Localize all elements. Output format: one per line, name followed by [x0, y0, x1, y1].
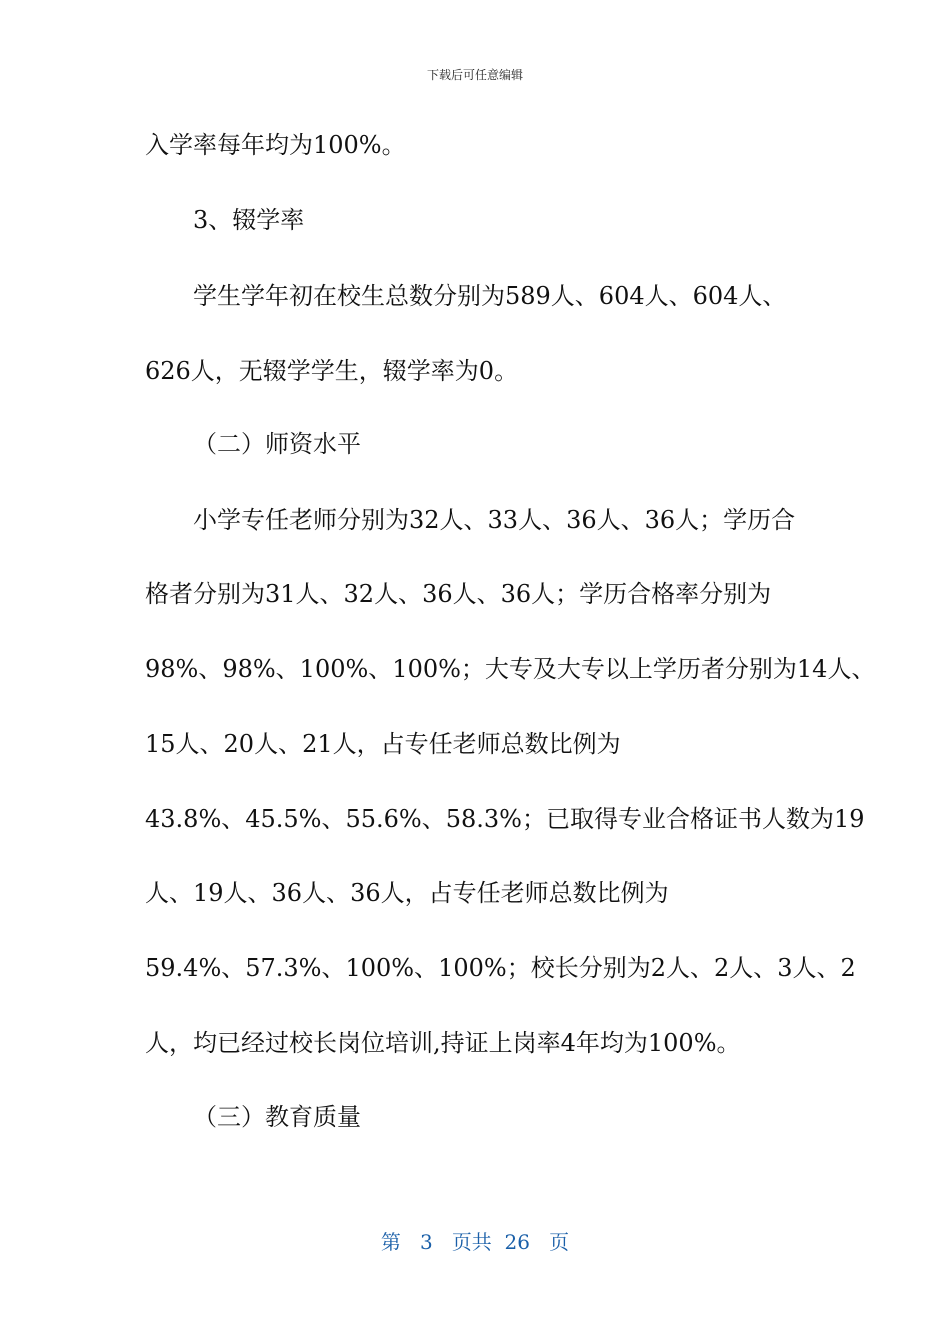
body-line-9: 15人、20人、21人，占专任老师总数比例为	[145, 730, 621, 758]
footer-page-total: 26	[504, 1230, 530, 1254]
footer-page-number: 3	[420, 1230, 433, 1254]
footer-prefix: 第	[380, 1230, 401, 1254]
body-line-10: 43.8%、45.5%、55.6%、58.3%；已取得专业合格证书人数为19	[145, 805, 865, 833]
body-line-7: 格者分别为31人、32人、36人、36人；学历合格率分别为	[145, 580, 772, 608]
body-line-13: 人，均已经过校长岗位培训,持证上岗率4年均为100%。	[145, 1029, 741, 1057]
body-line-1: 入学率每年均为100%。	[145, 131, 406, 159]
body-line-11: 人、19人、36人、36人，占专任老师总数比例为	[145, 879, 669, 907]
footer-suffix: 页	[549, 1230, 570, 1254]
body-line-6: 小学专任老师分别为32人、33人、36人、36人；学历合	[193, 506, 796, 534]
section-heading-teachers: （二）师资水平	[193, 430, 361, 458]
page-header: 下载后可任意编辑	[426, 68, 523, 82]
page-footer	[0, 1226, 950, 1255]
body-line-12: 59.4%、57.3%、100%、100%；校长分别为2人、2人、3人、2	[145, 954, 856, 982]
footer-middle: 页共	[451, 1230, 492, 1254]
body-line-3: 学生学年初在校生总数分别为589人、604人、604人、	[193, 282, 787, 310]
section-heading-dropout: 3、辍学率	[193, 206, 305, 234]
body-line-8: 98%、98%、100%、100%；大专及大专以上学历者分别为14人、	[145, 655, 876, 683]
section-heading-quality: （三）教育质量	[193, 1103, 361, 1131]
body-line-4: 626人，无辍学学生，辍学率为0。	[145, 357, 519, 385]
